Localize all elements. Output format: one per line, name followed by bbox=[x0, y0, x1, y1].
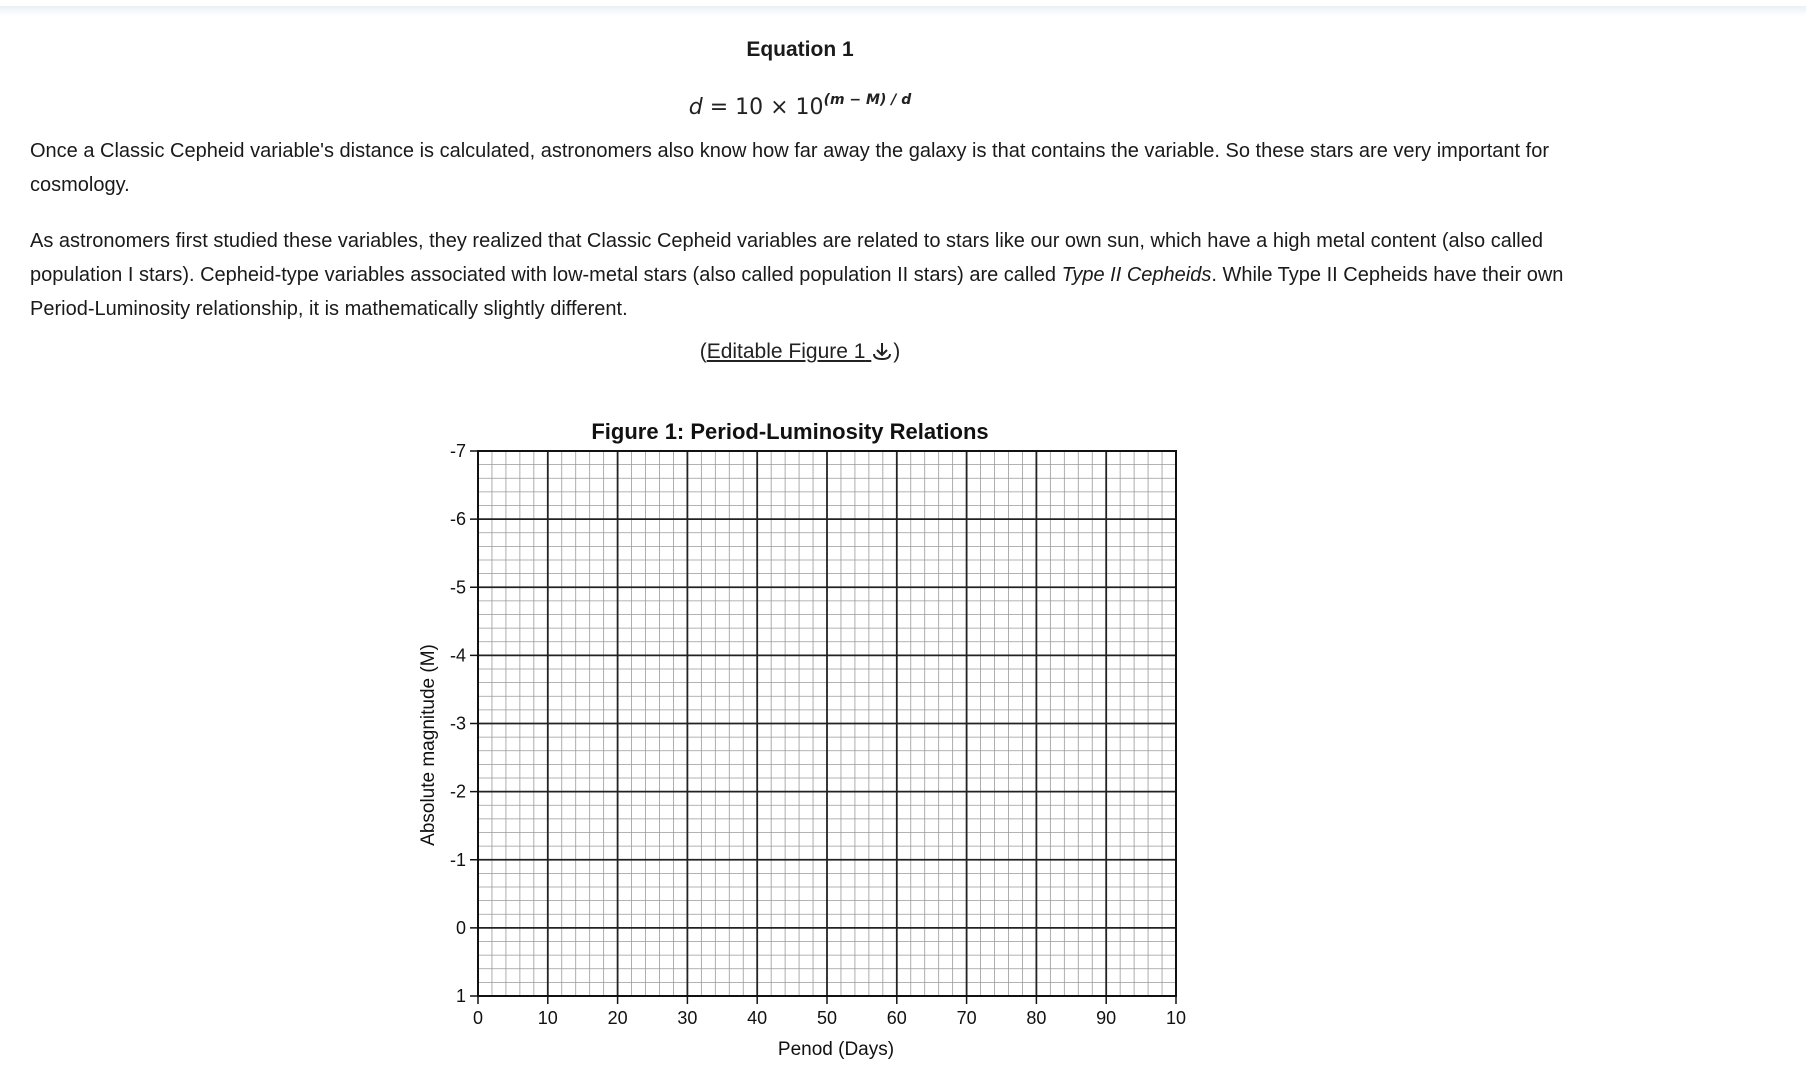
y-tick-label: -1 bbox=[449, 849, 466, 870]
chart-title: Figure 1: Period-Luminosity Relations bbox=[591, 419, 989, 444]
paragraph-populations-start: As astronomers first studied these variables, they realized that Classic Cepheid variables are related to stars like our own sun, which have a high metal content (also called population I stars). Cepheid-type variables associated with low-metal stars (also called population II stars) are called bbox=[30, 230, 1543, 286]
x-tick-label: 80 bbox=[1026, 1008, 1047, 1028]
type-ii-cepheids-term: Type II Cepheids bbox=[1061, 264, 1212, 286]
y-tick-label: -3 bbox=[449, 713, 466, 734]
figure-link-open-paren: ( bbox=[699, 340, 707, 363]
equation-exponent: (m − M) / d bbox=[823, 92, 912, 108]
y-tick-label: 0 bbox=[455, 917, 466, 938]
x-tick-label: 70 bbox=[956, 1008, 977, 1028]
y-axis-ticks bbox=[450, 441, 478, 1006]
equation-rhs: = 10 × 10 bbox=[709, 95, 824, 120]
y-tick-label: -7 bbox=[449, 441, 466, 461]
x-axis-ticks bbox=[473, 996, 1186, 1028]
x-tick-label: 20 bbox=[607, 1008, 628, 1028]
equation-lhs: d bbox=[688, 95, 703, 120]
paragraph-populations-end: . While Type II Cepheids have their own Period-Luminosity relationship, it is mathematically slightly different. bbox=[30, 264, 1564, 320]
paragraph-cosmology: Once a Classic Cepheid variable's distance is calculated, astronomers also know how far away the galaxy is that contains the variable. So these stars are very important for cosmology. bbox=[30, 140, 1550, 196]
x-tick-label: 10 bbox=[1165, 1008, 1187, 1028]
x-tick-label: 10 bbox=[537, 1008, 558, 1028]
y-axis-title: Absolute magnitude (M) bbox=[418, 644, 439, 846]
x-axis-title: Penod (Days) bbox=[777, 1039, 895, 1060]
x-tick-label: 90 bbox=[1096, 1008, 1117, 1028]
editable-figure-link-label: Editable Figure 1 bbox=[706, 340, 866, 363]
x-tick-label: 0 bbox=[472, 1008, 484, 1028]
figure-link-close-paren: ) bbox=[893, 340, 901, 363]
x-tick-label: 60 bbox=[886, 1008, 907, 1028]
x-tick-label: 30 bbox=[677, 1008, 698, 1028]
y-tick-label: 1 bbox=[455, 986, 466, 1006]
equation-title: Equation 1 bbox=[746, 38, 854, 61]
chart-grid bbox=[478, 451, 1176, 996]
y-tick-label: -2 bbox=[449, 781, 466, 802]
y-tick-label: -5 bbox=[449, 577, 466, 598]
x-tick-label: 40 bbox=[747, 1008, 768, 1028]
y-tick-label: -4 bbox=[449, 645, 466, 666]
x-tick-label: 50 bbox=[816, 1008, 838, 1028]
y-tick-label: -6 bbox=[449, 509, 466, 530]
